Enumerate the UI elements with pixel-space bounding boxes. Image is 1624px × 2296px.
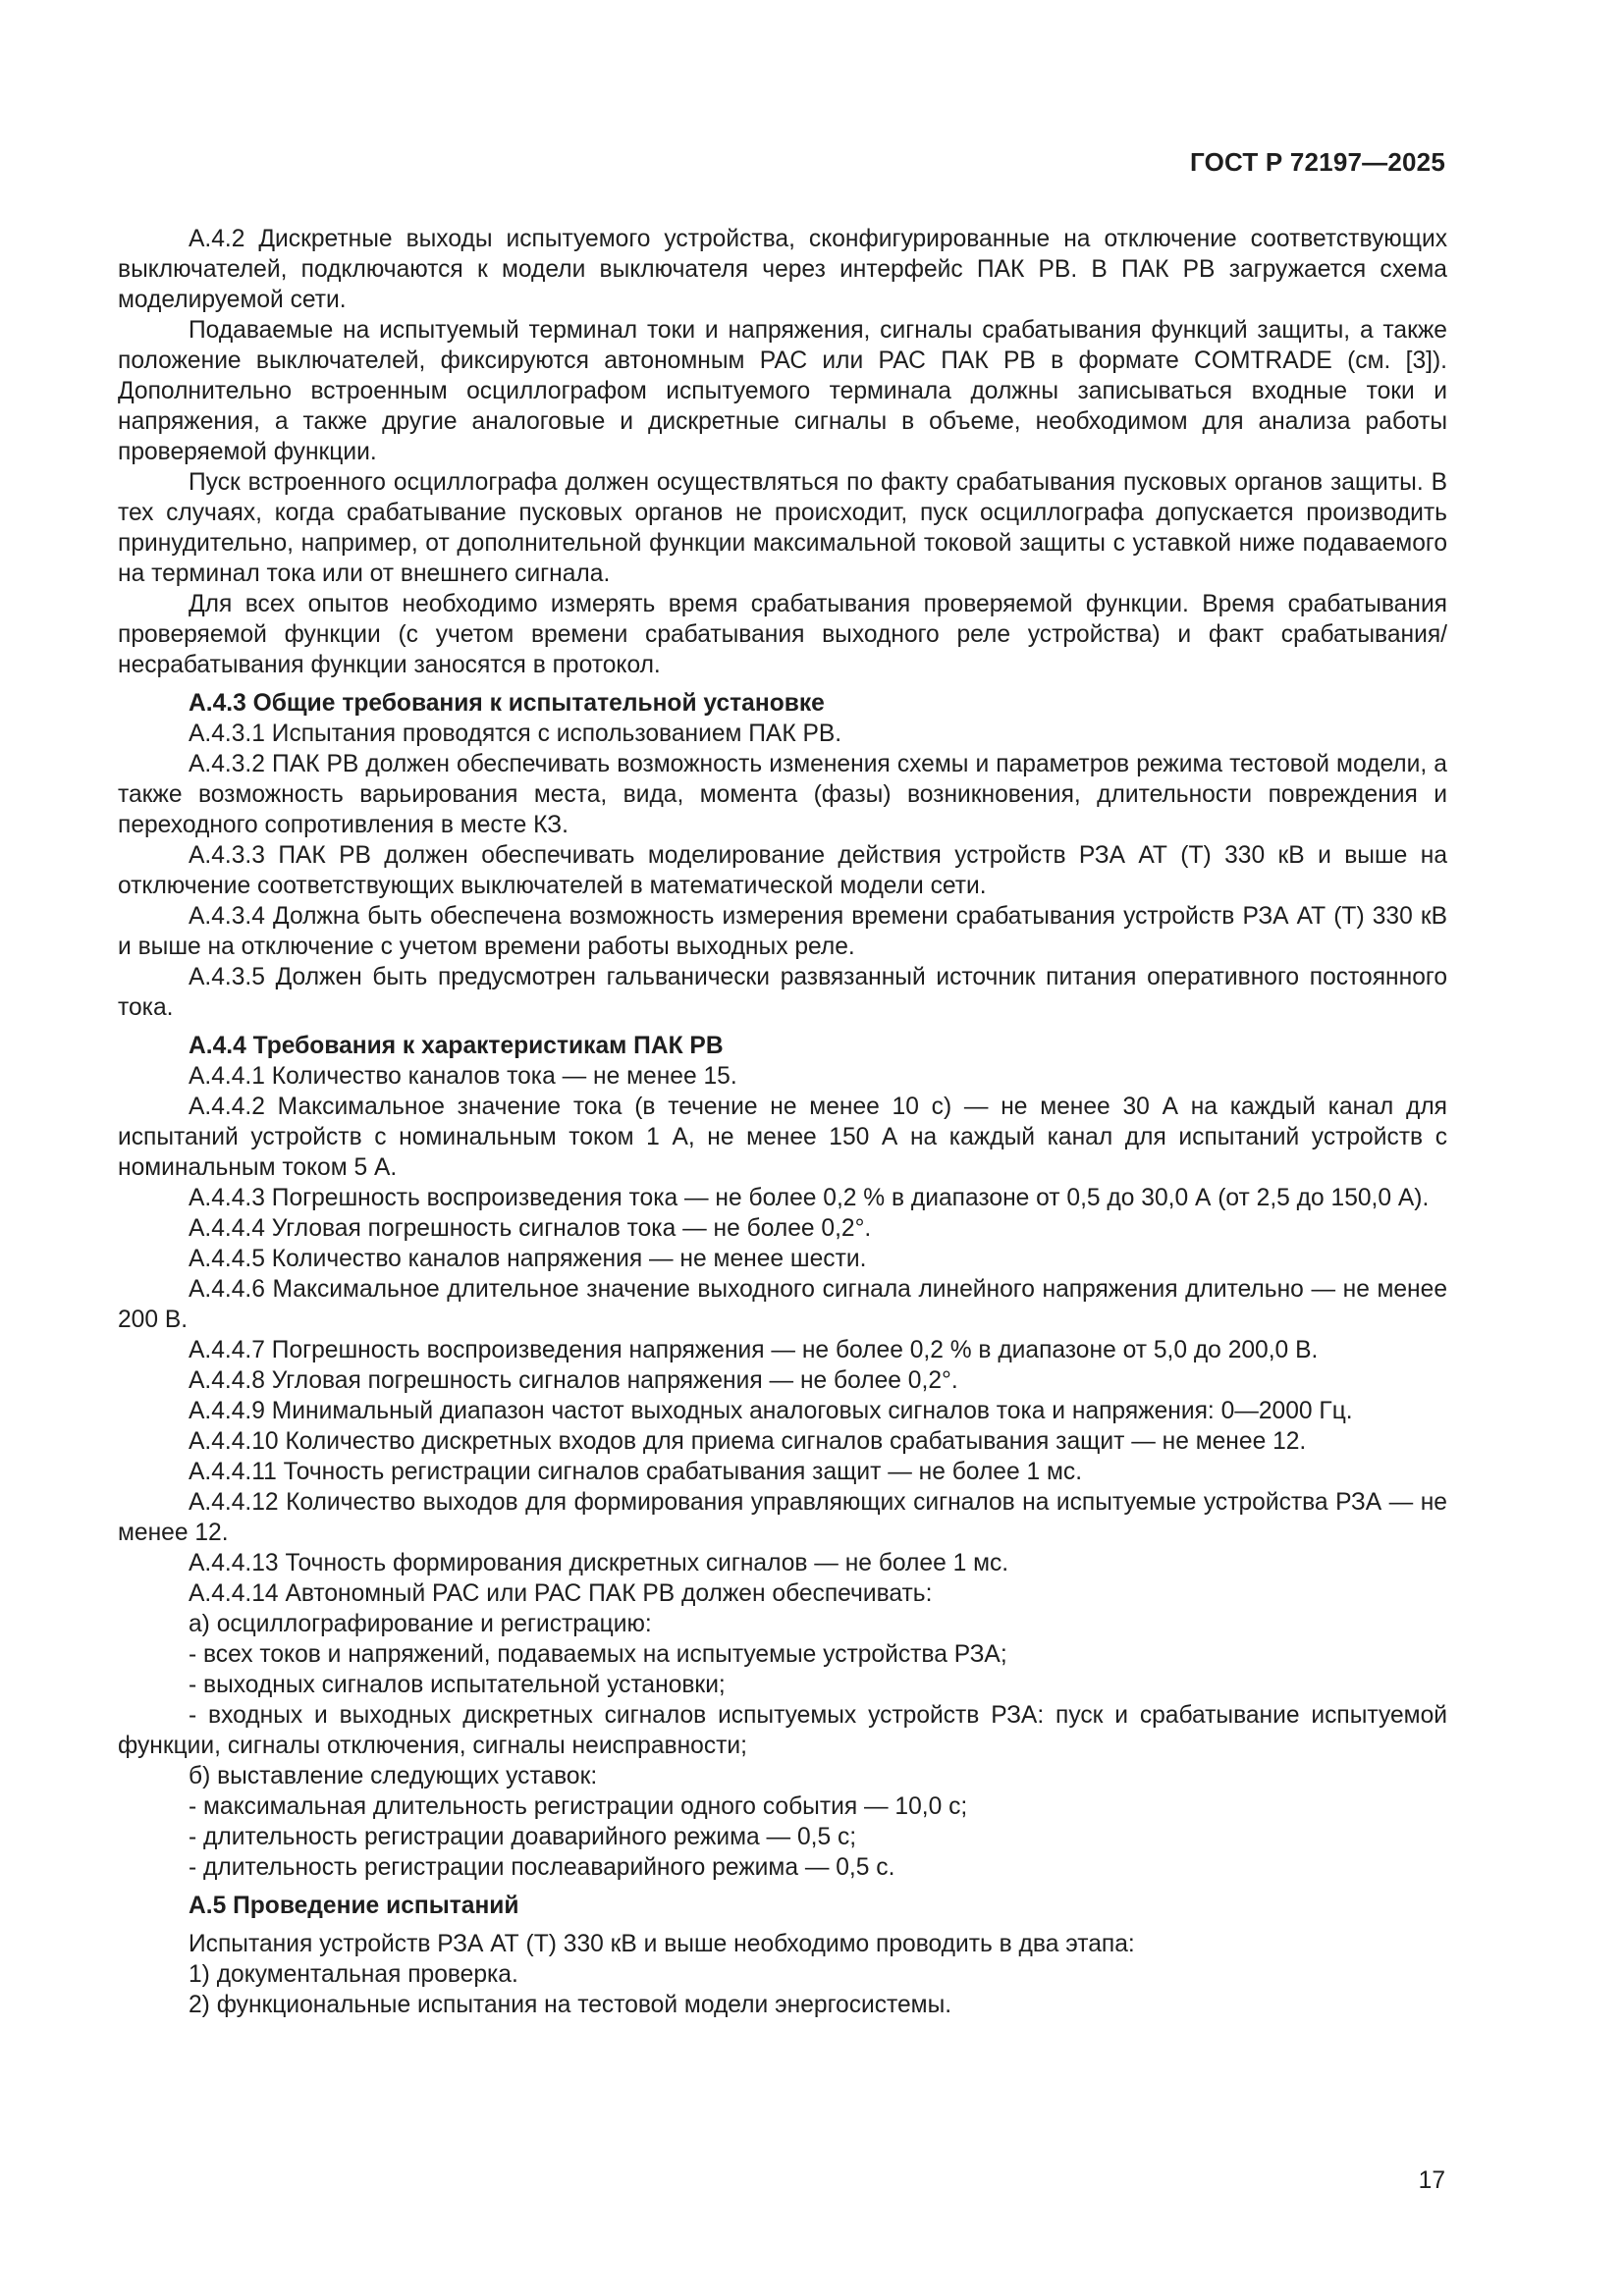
paragraph-a442: А.4.2 Дискретные выходы испытуемого устройства, сконфигурированные на отключение соответствующих выключателей, подключаются к модели выключателя через интерфейс ПАК РВ. В ПАК РВ загружается схема моделируемой сети.: [118, 226, 1447, 313]
list-item-a-3: - входных и выходных дискретных сигналов испытуемых устройств РЗА: пуск и срабатывание испытуемой функции, сигналы отключения, сигналы неисправности;: [118, 1702, 1447, 1759]
list-item-b-3: - длительность регистрации послеаварийного режима — 0,5 с.: [189, 1854, 895, 1881]
document-code-header: ГОСТ Р 72197—2025: [1190, 147, 1445, 177]
paragraph-a45-intro: Испытания устройств РЗА АТ (Т) 330 кВ и выше необходимо проводить в два этапа:: [189, 1931, 1135, 1957]
paragraph-a4447: А.4.4.7 Погрешность воспроизведения напряжения — не более 0,2 % в диапазоне от 5,0 до 200,0 В.: [189, 1337, 1319, 1363]
section-heading-a444: А.4.4 Требования к характеристикам ПАК РВ: [189, 1033, 724, 1059]
paragraph-recording: Подаваемые на испытуемый терминал токи и напряжения, сигналы срабатывания функций защиты, а также положение выключателей, фиксируются автономным РАС или РАС ПАК РВ в формате COMTRADE (см. [3]). Дополнительно встроенным осциллографом испытуемого терминала должны записываться входные токи и напряжения, а также другие аналоговые и дискретные сигналы в объеме, необходимом для анализа работы проверяемой функции.: [118, 317, 1447, 465]
list-item-b-2: - длительность регистрации доаварийного режима — 0,5 с;: [189, 1824, 857, 1850]
paragraph-a4431: А.4.3.1 Испытания проводятся с использованием ПАК РВ.: [189, 721, 842, 747]
paragraph-a4441: А.4.4.1 Количество каналов тока — не менее 15.: [189, 1063, 737, 1090]
paragraph-a4435: А.4.3.5 Должен быть предусмотрен гальванически развязанный источник питания оперативного постоянного тока.: [118, 964, 1447, 1021]
paragraph-oscillograph-start: Пуск встроенного осциллографа должен осуществляться по факту срабатывания пусковых органов защиты. В тех случаях, когда срабатывание пусковых органов не происходит, пуск осциллографа допускается производить принудительно, например, от дополнительной функции максимальной токовой защиты с уставкой ниже подаваемого на терминал тока или от внешнего сигнала.: [118, 469, 1447, 587]
paragraph-a4444: А.4.4.4 Угловая погрешность сигналов тока — не более 0,2°.: [189, 1215, 872, 1242]
paragraph-a4432: А.4.3.2 ПАК РВ должен обеспечивать возможность изменения схемы и параметров режима тестовой модели, а также возможность варьирования места, вида, момента (фазы) возникновения, длительности повреждения и переходного сопротивления в месте КЗ.: [118, 751, 1447, 838]
paragraph-response-time: Для всех опытов необходимо измерять время срабатывания проверяемой функции. Время срабатывания проверяемой функции (с учетом времени срабатывания выходного реле устройства) и факт срабатывания/несрабатывания функции заносятся в протокол.: [118, 591, 1447, 678]
list-item-stage-1: 1) документальная проверка.: [189, 1961, 518, 1988]
list-item-stage-2: 2) функциональные испытания на тестовой модели энергосистемы.: [189, 1992, 952, 2018]
section-heading-a443: А.4.3 Общие требования к испытательной установке: [189, 690, 825, 717]
list-item-b: б) выставление следующих уставок:: [189, 1763, 598, 1789]
list-item-a-2: - выходных сигналов испытательной установки;: [189, 1672, 726, 1698]
paragraph-a4449: А.4.4.9 Минимальный диапазон частот выходных аналоговых сигналов тока и напряжения: 0—2000 Гц.: [189, 1398, 1353, 1424]
document-body: [118, 224, 1447, 2020]
spacer: [118, 1921, 1447, 1929]
list-item-b-1: - максимальная длительность регистрации одного события — 10,0 с;: [189, 1793, 968, 1820]
page-number: 17: [1418, 2167, 1445, 2194]
list-item-a-1: - всех токов и напряжений, подаваемых на испытуемые устройства РЗА;: [189, 1641, 1007, 1668]
paragraph-a44411: А.4.4.11 Точность регистрации сигналов срабатывания защит — не более 1 мс.: [189, 1459, 1083, 1485]
paragraph-a4434: А.4.3.4 Должна быть обеспечена возможность измерения времени срабатывания устройств РЗА АТ (Т) 330 кВ и выше на отключение с учетом времени работы выходных реле.: [118, 903, 1447, 960]
paragraph-a4446: А.4.4.6 Максимальное длительное значение выходного сигнала линейного напряжения длительно — не менее 200 В.: [118, 1276, 1447, 1333]
list-item-a: а) осциллографирование и регистрацию:: [189, 1611, 652, 1637]
paragraph-a44410: А.4.4.10 Количество дискретных входов для приема сигналов срабатывания защит — не менее 12.: [189, 1428, 1307, 1455]
paragraph-a4443: А.4.4.3 Погрешность воспроизведения тока — не более 0,2 % в диапазоне от 0,5 до 30,0 А (от 2,5 до 150,0 А).: [189, 1185, 1430, 1211]
paragraph-a4445: А.4.4.5 Количество каналов напряжения — не менее шести.: [189, 1246, 867, 1272]
paragraph-a44413: А.4.4.13 Точность формирования дискретных сигналов — не более 1 мс.: [189, 1550, 1009, 1576]
paragraph-a4448: А.4.4.8 Угловая погрешность сигналов напряжения — не более 0,2°.: [189, 1367, 958, 1394]
paragraph-a4433: А.4.3.3 ПАК РВ должен обеспечивать моделирование действия устройств РЗА АТ (Т) 330 кВ и выше на отключение соответствующих выключателей в математической модели сети.: [118, 842, 1447, 899]
paragraph-a44412: А.4.4.12 Количество выходов для формирования управляющих сигналов на испытуемые устройства РЗА — не менее 12.: [118, 1489, 1447, 1546]
section-heading-a45: А.5 Проведение испытаний: [189, 1893, 519, 1919]
paragraph-a44414: А.4.4.14 Автономный РАС или РАС ПАК РВ должен обеспечивать:: [189, 1580, 933, 1607]
paragraph-a4442: А.4.4.2 Максимальное значение тока (в течение не менее 10 с) — не менее 30 А на каждый канал для испытаний устройств с номинальным током 1 А, не менее 150 А на каждый канал для испытаний устройств с номинальным током 5 А.: [118, 1094, 1447, 1181]
